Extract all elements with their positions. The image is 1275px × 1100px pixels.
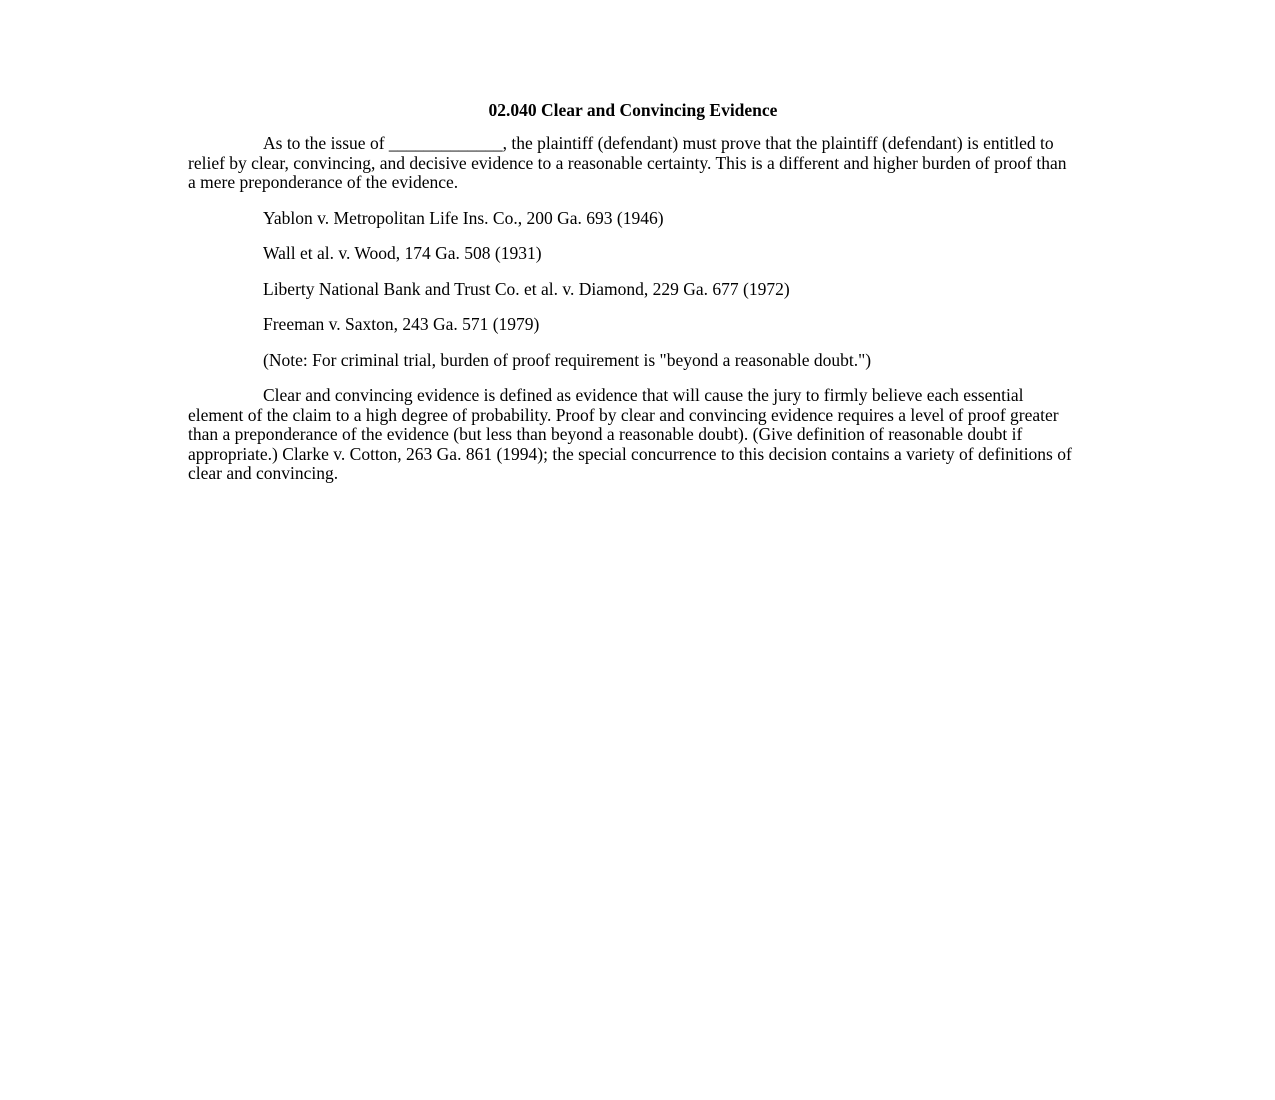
intro-paragraph: As to the issue of _____________, the plaintiff (defendant) must prove that the plaintiff (defendant) is entitled to relief by clear, convincing, and decisive evidence to a reasonable certainty. This is a different and higher burden of proof than a mere preponderance of the evidence.: [188, 133, 1067, 192]
document-title: 02.040 Clear and Convincing Evidence: [488, 100, 778, 120]
citation-wall: Wall et al. v. Wood, 174 Ga. 508 (1931): [263, 243, 542, 263]
definition-paragraph: Clear and convincing evidence is defined as evidence that will cause the jury to firmly believe each essential element of the claim to a high degree of probability. Proof by clear and convincing evidence requires a level of proof greater than a preponderance of the evidence (but less than beyond a reasonable doubt). (Give definition of reasonable doubt if appropriate.) Clarke v. Cotton, 263 Ga. 861 (1994); the special concurrence to this decision contains a variety of definitions of clear and convincing.: [188, 385, 1072, 483]
citation-yablon: Yablon v. Metropolitan Life Ins. Co., 200 Ga. 693 (1946): [263, 207, 664, 228]
citation-freeman: Freeman v. Saxton, 243 Ga. 571 (1979): [263, 314, 540, 334]
citation-liberty: Liberty National Bank and Trust Co. et al. v. Diamond, 229 Ga. 677 (1972): [263, 278, 790, 299]
document-page: [188, 100, 1078, 500]
note-paragraph: (Note: For criminal trial, burden of proof requirement is "beyond a reasonable doubt."): [263, 349, 872, 370]
